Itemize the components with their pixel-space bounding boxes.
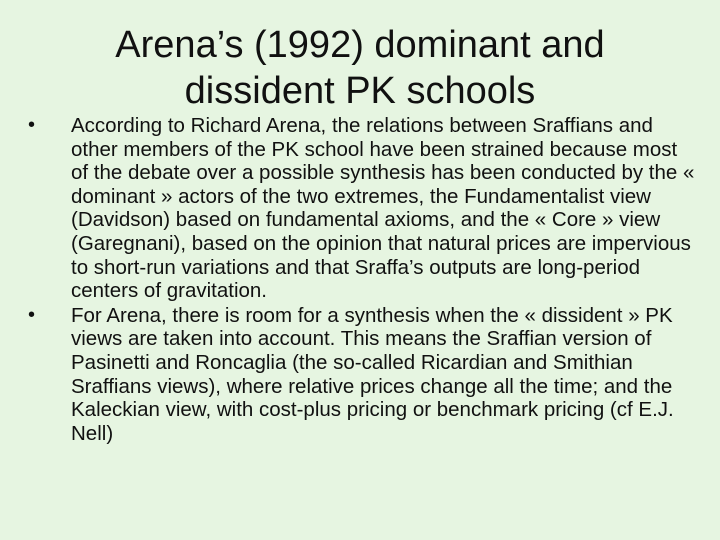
bullet-item-arena-synthesis [28,304,698,446]
slide-title-line-2: dissident PK schools [184,70,536,112]
slide-title [60,22,660,114]
bullet-icon: • [28,114,36,136]
bullet-text: According to Richard Arena, the relations between Sraffians and other members of the PK school have been strained because most of the debate over a possible synthesis has been conducted by the « dominant » actors of the two extremes, the Fundamentalist view (Davidson) based on fundamental axioms, and the « Core » view (Garegnani), based on the opinion that natural prices are impervious to short-run variations and that Sraffa’s outputs are long-period centers of gravitation. [71,114,695,303]
slide-title-line-1: Arena’s (1992) dominant and [115,24,605,66]
bullet-icon: • [28,303,36,326]
bullet-text: For Arena, there is room for a synthesis when the « dissident » PK views are taken into account. This means the Sraffian version of Pasinetti and Roncaglia (the so-called Ricardian and Smithian Sraffians views), where relative prices change all the time; and the Kaleckian view, with cost-plus pricing or benchmark pricing (cf E.J. Nell) [71,303,674,445]
bullet-item-arena-relations [28,114,698,303]
bullet-list [28,114,698,445]
